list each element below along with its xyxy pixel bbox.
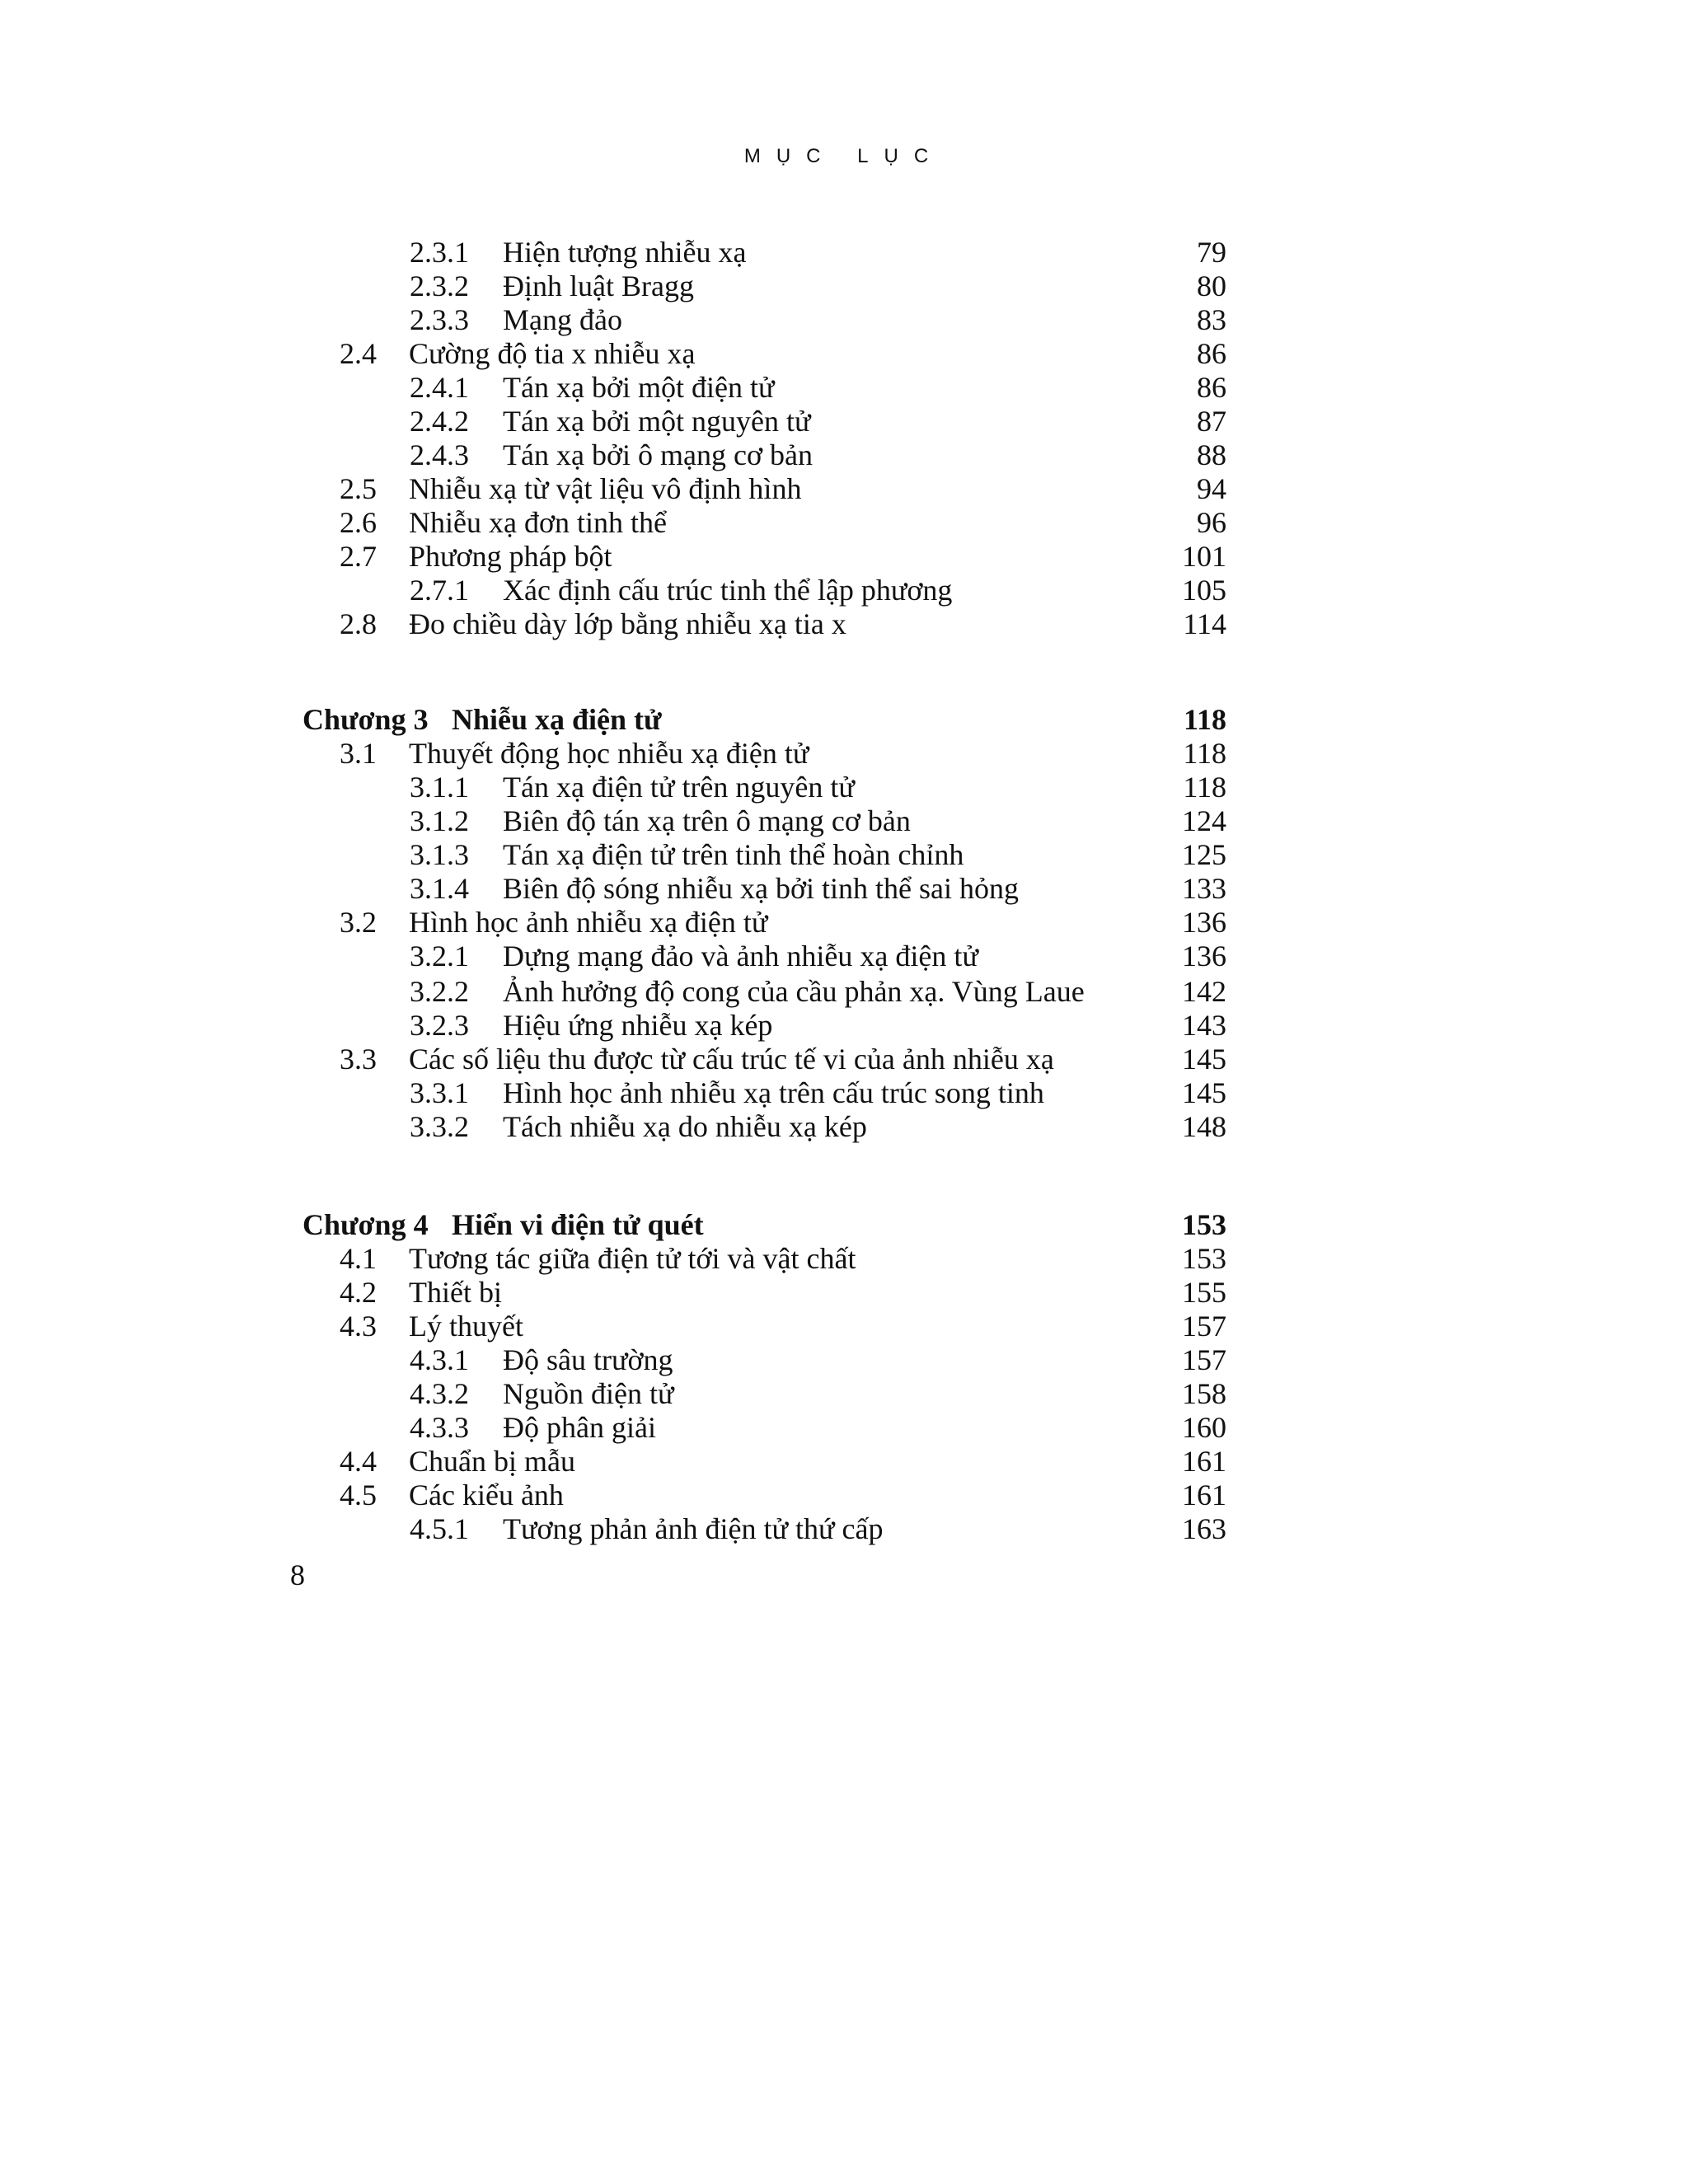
entry-title: Tán xạ điện tử trên nguyên tử — [503, 771, 855, 804]
entry-number: 3.2 — [340, 906, 377, 939]
entry-title: Biên độ tán xạ trên ô mạng cơ bản — [503, 804, 911, 837]
entry-number: 3.1.4 — [410, 872, 469, 905]
toc-entry — [0, 336, 1688, 371]
entry-number: 3.2.2 — [410, 975, 469, 1008]
entry-page: 145 — [1182, 1043, 1226, 1076]
entry-number: 2.4 — [340, 337, 377, 370]
toc-entry — [0, 573, 1688, 607]
entry-title: Hiển vi điện tử quét — [452, 1208, 704, 1241]
toc-entry — [0, 404, 1688, 438]
entry-number: 4.2 — [340, 1276, 377, 1309]
entry-title: Phương pháp bột — [409, 540, 612, 573]
entry-number: 4.3.1 — [410, 1343, 469, 1376]
entry-page: 158 — [1182, 1377, 1226, 1410]
entry-page: 86 — [1197, 371, 1226, 404]
toc-entry — [0, 871, 1688, 906]
entry-page: 124 — [1182, 804, 1226, 837]
entry-title: Chuẩn bị mẫu — [409, 1445, 575, 1478]
entry-page: 88 — [1197, 438, 1226, 471]
toc-entry — [0, 235, 1688, 269]
entry-number: 3.3.1 — [410, 1076, 469, 1109]
entry-page: 105 — [1182, 574, 1226, 607]
chapter-entry — [0, 702, 1688, 737]
entry-page: 161 — [1182, 1445, 1226, 1478]
toc-entry — [0, 471, 1688, 506]
entry-page: 153 — [1182, 1208, 1226, 1241]
entry-title: Độ sâu trường — [503, 1343, 673, 1376]
toc-entry — [0, 370, 1688, 405]
entry-number: 4.1 — [340, 1242, 377, 1275]
entry-page: 145 — [1182, 1076, 1226, 1109]
entry-number: 2.3.2 — [410, 269, 469, 302]
entry-title: Hình học ảnh nhiễu xạ trên cấu trúc song tinh — [503, 1076, 1044, 1109]
entry-number: 2.3.1 — [410, 236, 469, 269]
entry-title: Các kiểu ảnh — [409, 1479, 564, 1511]
entry-title: Thiết bị — [409, 1276, 502, 1309]
entry-number: 4.4 — [340, 1445, 377, 1478]
entry-number: 3.1.1 — [410, 771, 469, 804]
entry-page: 148 — [1182, 1110, 1226, 1143]
entry-page: 143 — [1182, 1009, 1226, 1042]
entry-page: 153 — [1182, 1242, 1226, 1275]
entry-title: Tương phản ảnh điện tử thứ cấp — [503, 1512, 884, 1545]
entry-page: 155 — [1182, 1276, 1226, 1309]
toc-entry — [0, 1008, 1688, 1043]
entry-title: Đo chiều dày lớp bằng nhiễu xạ tia x — [409, 607, 846, 640]
entry-title: Hiệu ứng nhiễu xạ kép — [503, 1009, 773, 1042]
entry-number: 4.3 — [340, 1310, 377, 1343]
toc-entry — [0, 1478, 1688, 1512]
toc-entry — [0, 905, 1688, 940]
entry-title: Tán xạ bởi ô mạng cơ bản — [503, 438, 813, 471]
entry-page: 133 — [1182, 872, 1226, 905]
entry-title: Tương tác giữa điện tử tới và vật chất — [409, 1242, 856, 1275]
entry-title: Tách nhiễu xạ do nhiễu xạ kép — [503, 1110, 867, 1143]
toc-entry — [0, 770, 1688, 804]
entry-title: Cường độ tia x nhiễu xạ — [409, 337, 696, 370]
entry-title: Xác định cấu trúc tinh thể lập phương — [503, 574, 953, 607]
entry-title: Nguồn điện tử — [503, 1377, 674, 1410]
toc-entry — [0, 607, 1688, 641]
entry-number: 2.5 — [340, 472, 377, 505]
entry-title: Độ phân giải — [503, 1411, 656, 1444]
entry-number: 2.4.2 — [410, 405, 469, 438]
entry-page: 83 — [1197, 303, 1226, 336]
entry-title: Các số liệu thu được từ cấu trúc tế vi của ảnh nhiễu xạ — [409, 1043, 1054, 1076]
entry-page: 94 — [1197, 472, 1226, 505]
page-number: 8 — [290, 1558, 305, 1591]
entry-title: Nhiễu xạ đơn tinh thể — [409, 506, 667, 539]
entry-page: 87 — [1197, 405, 1226, 438]
toc-entry — [0, 302, 1688, 337]
entry-page: 118 — [1183, 737, 1226, 770]
toc-entry — [0, 804, 1688, 838]
toc-entry — [0, 974, 1688, 1009]
entry-number: 3.3.2 — [410, 1110, 469, 1143]
entry-number: 4.3.3 — [410, 1411, 469, 1444]
entry-title: Hiện tượng nhiễu xạ — [503, 236, 747, 269]
entry-title: Ảnh hưởng độ cong của cầu phản xạ. Vùng Laue — [503, 975, 1085, 1008]
entry-number: 2.7.1 — [410, 574, 469, 607]
toc-entry — [0, 438, 1688, 472]
entry-number: 3.1.2 — [410, 804, 469, 837]
toc-entry — [0, 1343, 1688, 1377]
toc-entry — [0, 939, 1688, 973]
toc-entry — [0, 1042, 1688, 1076]
entry-title: Tán xạ bởi một nguyên tử — [503, 405, 811, 438]
entry-page: 142 — [1182, 975, 1226, 1008]
entry-title: Lý thuyết — [409, 1310, 523, 1343]
entry-page: 114 — [1183, 607, 1226, 640]
toc-entry — [0, 1076, 1688, 1110]
entry-title: Biên độ sóng nhiễu xạ bởi tinh thể sai hỏng — [503, 872, 1019, 905]
entry-page: 118 — [1183, 703, 1226, 736]
toc-entry — [0, 539, 1688, 574]
entry-number: 4.3.2 — [410, 1377, 469, 1410]
entry-number: 3.1 — [340, 737, 377, 770]
entry-page: 160 — [1182, 1411, 1226, 1444]
entry-page: 161 — [1182, 1479, 1226, 1511]
page-header: MỤC LỤC — [743, 145, 945, 167]
entry-number: 3.2.1 — [410, 940, 469, 972]
entry-page: 96 — [1197, 506, 1226, 539]
toc-entry — [0, 1511, 1688, 1546]
toc-entry — [0, 1309, 1688, 1343]
entry-page: 136 — [1182, 906, 1226, 939]
entry-number: 2.7 — [340, 540, 377, 573]
toc-entry — [0, 1241, 1688, 1276]
entry-page: 101 — [1182, 540, 1226, 573]
entry-title: Tán xạ bởi một điện tử — [503, 371, 775, 404]
entry-page: 136 — [1182, 940, 1226, 972]
entry-title: Dựng mạng đảo và ảnh nhiễu xạ điện tử — [503, 940, 978, 972]
entry-title: Hình học ảnh nhiễu xạ điện tử — [409, 906, 768, 939]
entry-page: 163 — [1182, 1512, 1226, 1545]
toc-entry — [0, 736, 1688, 771]
entry-number: Chương 3 — [302, 703, 429, 736]
entry-number: 2.4.3 — [410, 438, 469, 471]
entry-number: 2.8 — [340, 607, 377, 640]
toc-entry — [0, 837, 1688, 872]
entry-title: Nhiễu xạ từ vật liệu vô định hình — [409, 472, 802, 505]
toc-entry — [0, 269, 1688, 303]
toc-entry — [0, 1444, 1688, 1479]
entry-page: 157 — [1182, 1343, 1226, 1376]
entry-number: 3.2.3 — [410, 1009, 469, 1042]
entry-title: Định luật Bragg — [503, 269, 694, 302]
entry-number: 2.6 — [340, 506, 377, 539]
entry-number: 2.3.3 — [410, 303, 469, 336]
entry-number: Chương 4 — [302, 1208, 429, 1241]
entry-page: 79 — [1197, 236, 1226, 269]
toc-entry — [0, 1109, 1688, 1144]
entry-title: Thuyết động học nhiễu xạ điện tử — [409, 737, 809, 770]
entry-page: 80 — [1197, 269, 1226, 302]
entry-number: 4.5 — [340, 1479, 377, 1511]
entry-number: 2.4.1 — [410, 371, 469, 404]
toc-entry — [0, 1275, 1688, 1310]
toc-entry — [0, 1376, 1688, 1411]
entry-page: 125 — [1182, 838, 1226, 871]
entry-title: Mạng đảo — [503, 303, 622, 336]
entry-number: 4.5.1 — [410, 1512, 469, 1545]
entry-page: 157 — [1182, 1310, 1226, 1343]
entry-page: 118 — [1183, 771, 1226, 804]
toc-entry — [0, 505, 1688, 540]
chapter-entry — [0, 1207, 1688, 1242]
entry-title: Tán xạ điện tử trên tinh thể hoàn chỉnh — [503, 838, 964, 871]
entry-page: 86 — [1197, 337, 1226, 370]
toc-entry — [0, 1410, 1688, 1445]
entry-number: 3.3 — [340, 1043, 377, 1076]
entry-number: 3.1.3 — [410, 838, 469, 871]
entry-title: Nhiễu xạ điện tử — [452, 703, 662, 736]
